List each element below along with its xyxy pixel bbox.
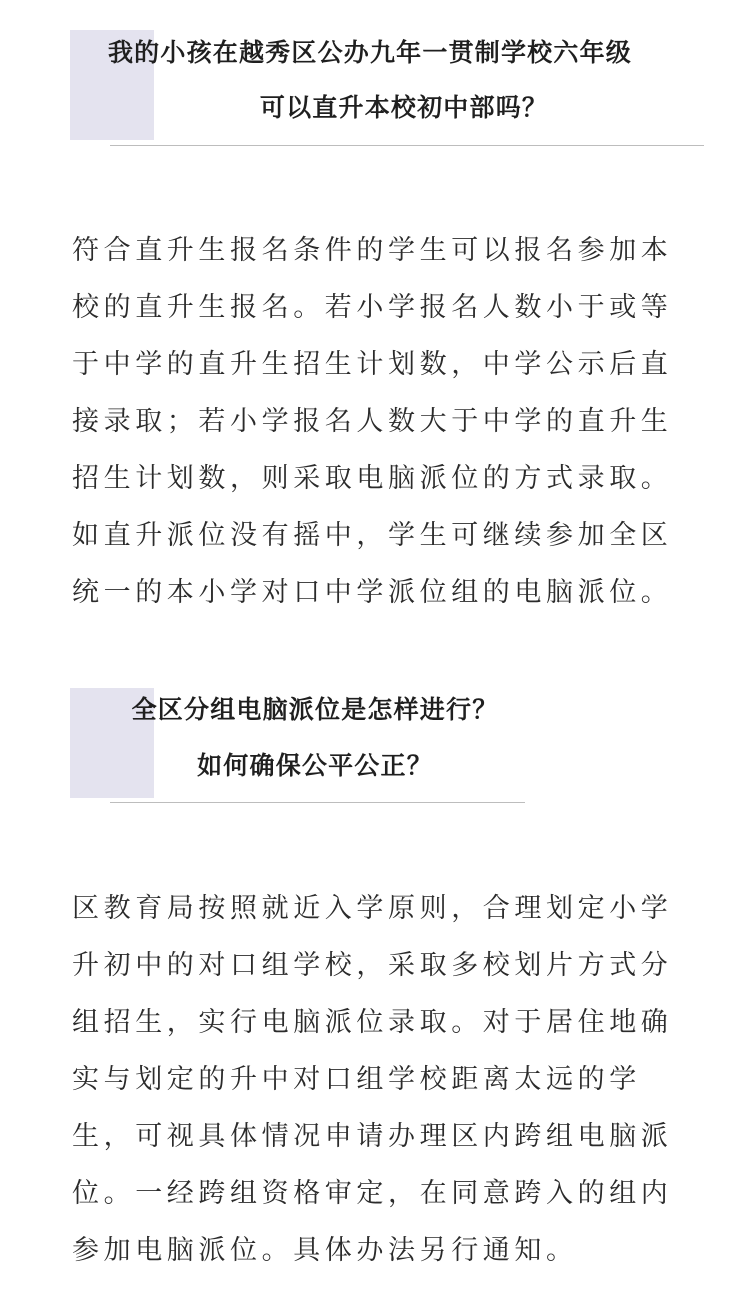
answer-line: 组招生，实行电脑派位录取。对于居住地确	[72, 1007, 673, 1038]
answer-line: 招生计划数，则采取电脑派位的方式录取。	[72, 463, 673, 494]
question-divider	[110, 145, 704, 146]
answer-line: 位。一经跨组资格审定，在同意跨入的组内	[72, 1178, 673, 1209]
answer-line: 区教育局按照就近入学原则，合理划定小学	[72, 893, 673, 924]
question-divider	[110, 802, 525, 803]
answer-line: 接录取；若小学报名人数大于中学的直升生	[72, 406, 673, 437]
answer-line: 升初中的对口组学校，采取多校划片方式分	[72, 950, 673, 981]
answer-line: 校的直升生报名。若小学报名人数小于或等	[72, 292, 673, 323]
answer-line: 实与划定的升中对口组学校距离太远的学	[72, 1064, 641, 1095]
question-line: 全区分组电脑派位是怎样进行？	[131, 695, 499, 724]
answer-line: 参加电脑派位。具体办法另行通知。	[72, 1235, 578, 1266]
answer-line: 统一的本小学对口中学派位组的电脑派位。	[72, 577, 673, 608]
answer-line: 如直升派位没有摇中，学生可继续参加全区	[72, 520, 673, 551]
answer-line: 符合直升生报名条件的学生可以报名参加本	[72, 235, 673, 266]
question-line: 如何确保公平公正？	[197, 751, 433, 780]
question-line: 我的小孩在越秀区公办九年一贯制学校六年级	[107, 38, 632, 67]
answer-line: 生，可视具体情况申请办理区内跨组电脑派	[72, 1121, 673, 1152]
question-line: 可以直升本校初中部吗？	[259, 93, 549, 122]
answer-line: 于中学的直升生招生计划数，中学公示后直	[72, 349, 673, 380]
